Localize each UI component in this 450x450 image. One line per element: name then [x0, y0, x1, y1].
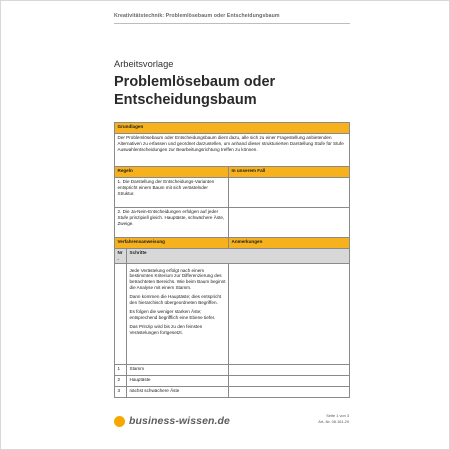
- worksheet-table: [114, 122, 350, 398]
- step-text-3: nächst schwächere Äste: [127, 386, 229, 397]
- regel-row-1: [115, 178, 350, 208]
- description-paragraph-2: Dann kommen die Hauptäste; dies entspricht den hierarchisch übergeordneten Begriffen.: [129, 294, 222, 306]
- regel-notes-1[interactable]: [229, 178, 350, 208]
- page-number: Seite 1 von 3: [326, 413, 349, 418]
- step-row-3: [115, 386, 350, 397]
- step-notes-3[interactable]: [229, 386, 350, 397]
- regel-notes-2[interactable]: [229, 208, 350, 238]
- brand-logo: [114, 415, 230, 427]
- document-type: Arbeitsvorlage: [114, 59, 174, 69]
- description-notes[interactable]: [229, 263, 350, 364]
- step-notes-1[interactable]: [229, 364, 350, 375]
- regel-row-2: [115, 208, 350, 238]
- article-number: Art.-Nr. 06.161.20: [318, 419, 349, 425]
- verfahren-heading: Verfahrensanweisung: [115, 238, 229, 249]
- step-nr-1: 1: [115, 364, 127, 375]
- logo-dot-icon: [114, 416, 125, 427]
- step-text-1: Stamm: [127, 364, 229, 375]
- description-row: [115, 263, 350, 364]
- running-header: Kreativitätstechnik: Problemlösebaum oder Entscheidungsbaum: [114, 13, 280, 19]
- column-header-nr: Nr.: [115, 249, 127, 264]
- step-row-1: [115, 364, 350, 375]
- logo-text: business-wissen.de: [129, 415, 231, 427]
- document-title: Problemlösebaum oder Entscheidungsbaum: [114, 74, 276, 108]
- section-header-regeln: [115, 167, 350, 178]
- column-header-schritte: Schritte: [127, 249, 350, 264]
- step-notes-2[interactable]: [229, 375, 350, 386]
- description-cell: [127, 263, 229, 364]
- grundlagen-row: [115, 134, 350, 167]
- step-text-2: Hauptäste: [127, 375, 229, 386]
- description-paragraph-3: Es folgen die weniger starken Äste; entsprechend begrifflich eine Ebene tiefer.: [129, 309, 216, 321]
- footer-meta: [291, 413, 349, 425]
- grundlagen-heading: Grundlagen: [115, 123, 350, 134]
- grundlagen-text: Der Problemlösebaum oder Entscheidungsbaum dient dazu, alle sich zu einer Fragestellung anbietenden Alternativen zu erfassen und geordnet darzustellen, um anhand dieser strukturierten Darstellung Stufe für Stufe Auswahlentscheidungen zur Bearbeitungsrichtung treffen zu können.: [115, 134, 350, 167]
- section-header-verfahren: [115, 238, 350, 249]
- header-divider: [114, 23, 350, 24]
- step-row-2: [115, 375, 350, 386]
- description-paragraph-1: Jede Verästelung erfolgt nach einem bestimmten Kriterium zur Differenzierung des betrachteten Bereichs. Wie beim Baum beginnt die Analyse mit einem Stamm.: [129, 267, 226, 290]
- regel-text-1: 1. Die Darstellung der Entscheidungs-Varianten entspricht einem Baum mit sich verästelnder Struktur.: [115, 178, 229, 208]
- regel-text-2: 2. Die Ja-Nein-Entscheidungen erfolgen auf jeder Stufe prinzipiell gleich. Hauptäste, schwächere Äste, Zweige.: [115, 208, 229, 238]
- step-nr-2: 2: [115, 375, 127, 386]
- verfahren-heading-right: Anmerkungen: [229, 238, 350, 249]
- section-header-grundlagen: [115, 123, 350, 134]
- description-paragraph-4: Das Prinzip wird bis zu den feinsten Verästelungen fortgesetzt.: [129, 324, 203, 336]
- column-header-row: [115, 249, 350, 264]
- description-nr-cell: [115, 263, 127, 364]
- step-nr-3: 3: [115, 386, 127, 397]
- regeln-heading-right: In unserem Fall: [229, 167, 350, 178]
- regeln-heading: Regeln: [115, 167, 229, 178]
